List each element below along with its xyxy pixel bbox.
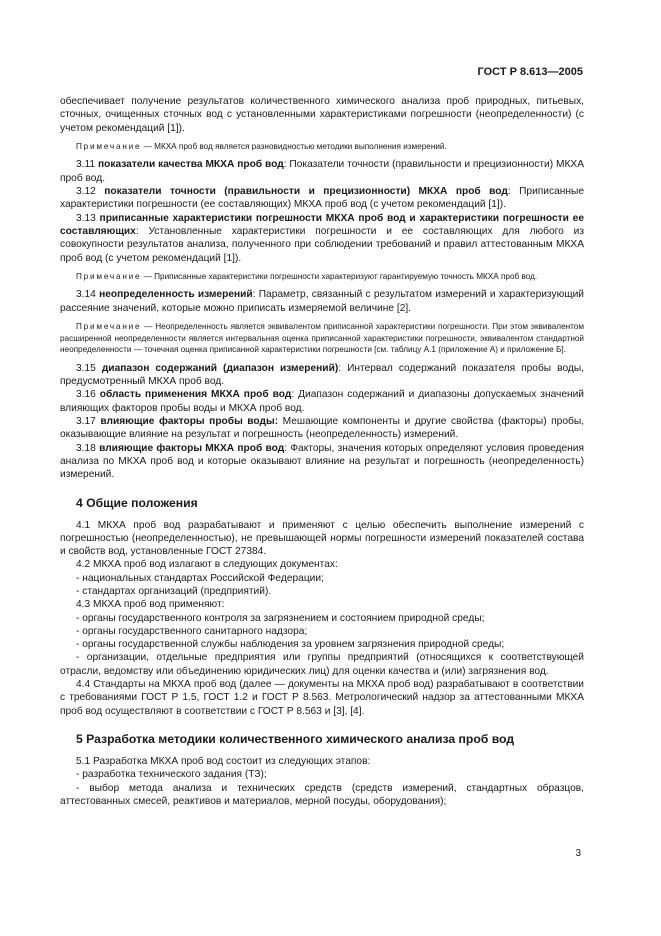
clause-text: : Показатели точности (правильности и прецизионности) МКХА проб вод. <box>60 159 584 184</box>
clause-4-1: 4.1 МКХА проб вод разрабатывают и применяют с целью обеспечить выполнение измерений с погрешностью (неопределенностью), не превышающей нормы погрешности измерений показателей состава и свойств вод, установленные ГОСТ 27384. <box>60 519 584 558</box>
note-label: Примечание <box>76 271 142 281</box>
clause-term: показатели качества МКХА проб вод <box>97 159 284 171</box>
clause-term: влияющие факторы МКХА проб вод <box>99 442 285 454</box>
note-text: — МКХА проб вод является разновидностью методики выполнения измерений. <box>141 141 447 151</box>
clause-text: : Факторы, значения которых определяют условия проведения анализа по МКХА проб вод и которые оказывают влияние на результат и погрешность (неопределенность) измерений. <box>60 442 584 481</box>
note-1 <box>60 141 584 153</box>
clause-number: 3.18 <box>76 442 100 454</box>
clause-3-17 <box>60 415 584 442</box>
note-label: Примечание <box>76 141 142 151</box>
section-4-heading: 4 Общие положения <box>76 495 198 510</box>
clause-3-18 <box>60 442 584 482</box>
note-2 <box>60 271 584 283</box>
clause-4-2: 4.2 МКХА проб вод излагают в следующих документах: <box>76 559 338 571</box>
clause-number: 3.15 <box>76 362 102 374</box>
clause-number: 3.12 <box>76 186 105 198</box>
clause-3-11 <box>60 158 584 185</box>
clause-term: показатели точности (правильности и прецизионности) МКХА проб вод <box>104 186 508 198</box>
list-item: - организации, отдельные предприятия или группы предприятий (относящихся к соответствующей отрасли, ведомству или объединению юридических лиц) для оценки качества и (или) загрязнения вод. <box>60 652 584 677</box>
clause-text: : Установленные характеристики погрешности и ее составляющих для любого из совокупности результатов анализа, полученного при соблюдении требований и правил аттестованным МКХА проб вод (с учетом рекомендаций [1]). <box>60 225 584 264</box>
clause-term: приписанные характеристики погрешности МКХА проб вод и характеристики погрешности ее составляющих <box>60 212 584 237</box>
clause-4-3: 4.3 МКХА проб вод применяют: <box>76 599 225 611</box>
page-number: 3 <box>575 848 581 859</box>
clause-text: Мешающие компоненты и другие свойства (факторы) пробы, оказывающие влияние на результат и погрешность (неопределенность) измерений. <box>60 416 584 441</box>
note-3 <box>60 321 584 356</box>
clause-text: : Параметр, связанный с результатом измерений и характеризующий рассеяние значений, которые можно приписать измеряемой величине [2]. <box>60 289 584 314</box>
clause-3-16 <box>60 388 584 415</box>
clause-3-15 <box>60 362 584 389</box>
list-item: - разработка технического задания (ТЗ); <box>76 769 267 781</box>
clause-term: влияющие факторы пробы воды: <box>100 416 279 428</box>
list-item: - национальных стандартах Российской Федерации; <box>76 572 324 584</box>
clause-3-12 <box>60 185 584 212</box>
list-item: - выбор метода анализа и технических средств (средств измерений, стандартных образцов, аттестованных смесей, реактивов и материалов, мерной посуды, оборудования); <box>60 782 584 807</box>
paragraph-continuation: обеспечивает получение результатов количественного химического анализа проб природных, питьевых, сточных, очищенных сточных вод с установленными характеристиками погрешности (неопределенности) (с учетом рекомендаций [1]). <box>60 96 584 134</box>
clause-5-1: 5.1 Разработка МКХА проб вод состоит из следующих этапов: <box>76 755 371 767</box>
clause-text: : Приписанные характеристики погрешности (ее составляющих) МКХА проб вод (с учетом рекомендаций [1]). <box>60 186 584 211</box>
clause-number: 3.11 <box>76 159 98 171</box>
clause-number: 3.13 <box>76 212 100 224</box>
clause-number: 3.16 <box>76 389 100 401</box>
clause-text: : Диапазон содержаний и диапазоны допускаемых значений влияющих факторов пробы воды и МКХА проб вод. <box>60 389 584 414</box>
clause-number: 3.14 <box>76 289 100 301</box>
note-text: — Неопределенность является эквивалентом приписанной характеристики погрешности. При этом эквивалентом расширенной неопределенности является интервальная оценка приписанной характеристики погрешности, эквивалентом стандартной неопределенности — точечная оценка приписанной характеристики погрешности [см. таблицу А.1 (приложение А) и приложение Б]. <box>60 322 584 355</box>
clause-term: область применения МКХА проб вод <box>99 389 292 401</box>
clause-3-13 <box>60 212 584 265</box>
note-label: Примечание <box>76 322 142 332</box>
list-item: - стандартах организаций (предприятий). <box>76 585 272 597</box>
clause-number: 3.17 <box>76 416 101 428</box>
document-header: ГОСТ Р 8.613—2005 <box>477 66 583 78</box>
clause-3-14 <box>60 288 584 315</box>
section-5-heading: 5 Разработка методики количественного химического анализа проб вод <box>76 731 515 746</box>
clause-term: диапазон содержаний (диапазон измерений) <box>101 362 339 374</box>
note-text: — Приписанные характеристики погрешности характеризуют гарантируемую точность МКХА проб вод. <box>141 271 538 281</box>
list-item: - органы государственного контроля за загрязнением и состоянием природной среды; <box>76 612 485 624</box>
list-item: - органы государственной службы наблюдения за уровнем загрязнения природной среды; <box>76 639 505 651</box>
page-body <box>60 95 584 808</box>
clause-4-4: 4.4 Стандарты на МКХА проб вод (далее — документы на МКХА проб вод) разрабатывают в соответствии с требованиями ГОСТ Р 1.5, ГОСТ 1.2 и ГОСТ Р 8.563. Метрологический надзор за аттестованными МКХА проб вод осуществляют в соответствии с ГОСТ Р 8.563 и [3], [4]. <box>60 679 584 717</box>
clause-term: неопределенность измерений <box>99 289 253 301</box>
clause-text: : Интервал содержаний показателя пробы воды, предусмотренный МКХА проб вод. <box>60 362 584 388</box>
list-item: - органы государственного санитарного надзора; <box>76 625 308 637</box>
